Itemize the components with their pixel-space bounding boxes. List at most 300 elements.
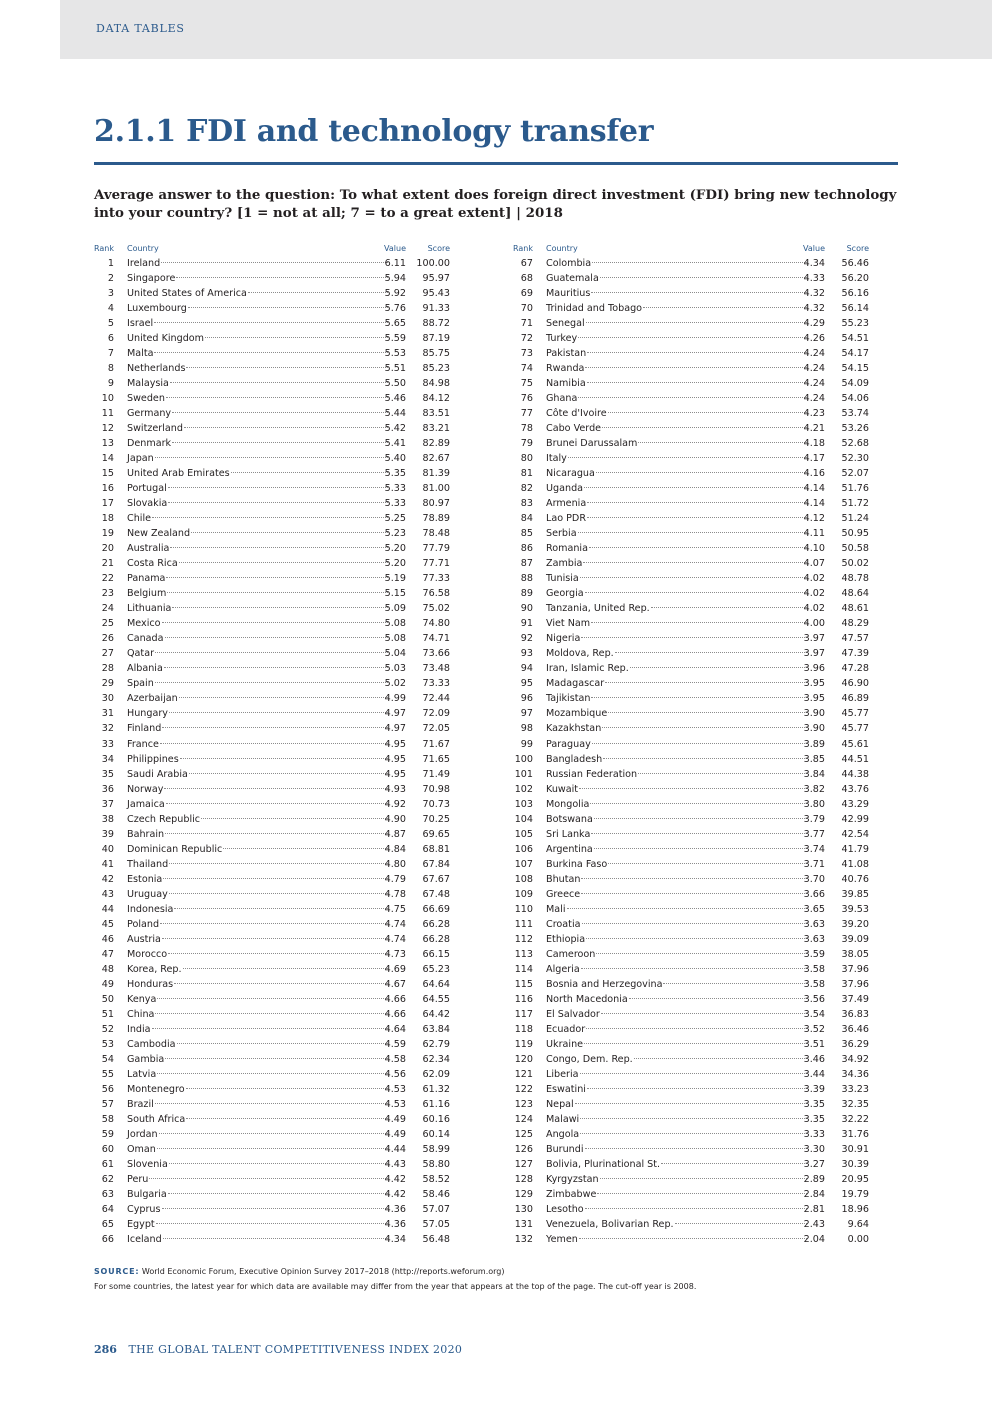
dot-leader: [157, 1148, 388, 1149]
dot-leader: [177, 1043, 388, 1044]
country-name: Iceland: [127, 1234, 162, 1246]
value-header: Value: [384, 244, 406, 253]
rank-cell: 128: [514, 1173, 533, 1185]
score-cell: 41.79: [841, 843, 869, 855]
rank-cell: 103: [514, 798, 533, 810]
rank-cell: 63: [101, 1188, 114, 1200]
dot-leader: [587, 517, 807, 518]
table-row: [513, 346, 869, 361]
score-cell: 50.02: [841, 558, 869, 570]
country-name: New Zealand: [127, 528, 191, 540]
rank-cell: 17: [101, 498, 114, 510]
value-cell: 3.59: [803, 948, 825, 960]
country-name: Angola: [546, 1128, 580, 1140]
country-cell: [546, 511, 808, 526]
rank-cell: 85: [520, 528, 533, 540]
country-name: Oman: [127, 1143, 156, 1155]
country-cell: [127, 316, 389, 331]
table-row: [513, 556, 869, 571]
dot-leader: [156, 1223, 388, 1224]
score-cell: 55.23: [841, 318, 869, 330]
value-cell: 5.02: [384, 678, 406, 690]
rank-cell: 59: [101, 1128, 114, 1140]
table-row: [513, 1202, 869, 1217]
table-row: [94, 947, 450, 962]
country-name: Burundi: [546, 1143, 584, 1155]
rank-cell: 121: [514, 1068, 533, 1080]
country-name: Bahrain: [127, 828, 165, 840]
country-name: Brunei Darussalam: [546, 438, 638, 450]
country-name: Bolivia, Plurinational St.: [546, 1158, 661, 1170]
dot-leader: [168, 953, 388, 954]
table-row: [94, 316, 450, 331]
country-name: Portugal: [127, 483, 167, 495]
country-name: Albania: [127, 663, 163, 675]
score-cell: 81.00: [422, 483, 450, 495]
country-name: Australia: [127, 543, 170, 555]
value-cell: 3.79: [803, 813, 825, 825]
table-row: [94, 872, 450, 887]
country-cell: [127, 857, 389, 872]
value-cell: 4.92: [384, 798, 406, 810]
country-name: Netherlands: [127, 363, 186, 375]
dot-leader: [585, 1208, 807, 1209]
country-cell: [546, 301, 808, 316]
dot-leader: [162, 727, 388, 728]
value-cell: 4.33: [803, 273, 825, 285]
rank-cell: 24: [101, 603, 114, 615]
dot-leader: [591, 292, 807, 293]
dot-leader: [160, 923, 388, 924]
table-row: [94, 721, 450, 736]
value-cell: 3.39: [803, 1083, 825, 1095]
dot-leader: [162, 622, 389, 623]
country-name: Montenegro: [127, 1083, 185, 1095]
country-cell: [127, 451, 389, 466]
value-cell: 5.50: [384, 378, 406, 390]
table-row: [94, 1172, 450, 1187]
country-name: Dominican Republic: [127, 843, 223, 855]
table-row: [94, 631, 450, 646]
rank-cell: 74: [520, 363, 533, 375]
dot-leader: [169, 863, 388, 864]
score-cell: 43.76: [841, 783, 869, 795]
country-name: North Macedonia: [546, 993, 628, 1005]
country-cell: [546, 872, 808, 887]
value-cell: 4.56: [384, 1068, 406, 1080]
value-cell: 4.34: [384, 1234, 406, 1246]
country-name: Costa Rica: [127, 558, 178, 570]
value-cell: 5.46: [384, 393, 406, 405]
score-cell: 73.33: [422, 678, 450, 690]
country-cell: [546, 706, 808, 721]
rank-cell: 5: [107, 318, 114, 330]
country-name: Germany: [127, 408, 172, 420]
country-name: Malawi: [546, 1113, 580, 1125]
score-cell: 81.39: [422, 468, 450, 480]
country-cell: [546, 331, 808, 346]
rank-cell: 54: [101, 1053, 114, 1065]
country-name: Algeria: [546, 963, 580, 975]
score-cell: 39.09: [841, 933, 869, 945]
value-cell: 4.10: [803, 543, 825, 555]
value-cell: 4.16: [803, 468, 825, 480]
country-cell: [546, 661, 808, 676]
rank-cell: 106: [514, 843, 533, 855]
table-row: [94, 526, 450, 541]
value-cell: 2.84: [803, 1188, 825, 1200]
value-cell: 4.02: [803, 573, 825, 585]
value-cell: 4.24: [803, 393, 825, 405]
country-cell: [127, 706, 389, 721]
country-cell: [546, 571, 808, 586]
table-row: [513, 812, 869, 827]
table-row: [94, 1187, 450, 1202]
dot-leader: [581, 878, 807, 879]
country-cell: [127, 346, 389, 361]
country-cell: [127, 691, 389, 706]
country-cell: [127, 406, 389, 421]
country-name: Ukraine: [546, 1038, 584, 1050]
country-cell: [546, 887, 808, 902]
dot-leader: [152, 1028, 388, 1029]
rank-cell: 60: [101, 1143, 114, 1155]
value-cell: 4.67: [384, 978, 406, 990]
rank-cell: 88: [520, 573, 533, 585]
table-row: [513, 902, 869, 917]
table-row: [94, 782, 450, 797]
value-cell: 4.58: [384, 1053, 406, 1065]
table-row: [513, 361, 869, 376]
country-name: United States of America: [127, 288, 247, 300]
country-name: Mexico: [127, 618, 161, 630]
dot-leader: [590, 803, 807, 804]
rank-cell: 116: [514, 993, 533, 1005]
rank-cell: 110: [514, 903, 533, 915]
country-cell: [127, 827, 389, 842]
rank-cell: 48: [101, 963, 114, 975]
value-cell: 3.97: [803, 633, 825, 645]
dot-leader: [167, 592, 388, 593]
dot-leader: [172, 412, 388, 413]
country-cell: [127, 872, 389, 887]
country-name: Georgia: [546, 588, 584, 600]
table-row: [513, 451, 869, 466]
country-name: Serbia: [546, 528, 577, 540]
country-name: Peru: [127, 1173, 149, 1185]
value-cell: 3.27: [803, 1158, 825, 1170]
dot-leader: [600, 277, 807, 278]
country-cell: [127, 421, 389, 436]
dot-leader: [567, 908, 808, 909]
score-cell: 66.15: [422, 948, 450, 960]
score-cell: 48.64: [841, 588, 869, 600]
score-cell: 47.57: [841, 633, 869, 645]
country-cell: [127, 601, 389, 616]
score-cell: 78.89: [422, 513, 450, 525]
country-name: Morocco: [127, 948, 168, 960]
rank-cell: 115: [514, 978, 533, 990]
country-name: Malaysia: [127, 378, 169, 390]
dot-leader: [592, 262, 807, 263]
country-cell: [127, 947, 389, 962]
rank-cell: 31: [101, 708, 114, 720]
dot-leader: [186, 1118, 388, 1119]
score-cell: 77.79: [422, 543, 450, 555]
country-name: Colombia: [546, 258, 592, 269]
dot-leader: [591, 622, 807, 623]
table-row: [94, 1112, 450, 1127]
table-row: [513, 706, 869, 721]
source-text: World Economic Forum, Executive Opinion Survey 2017–2018 (http://reports.weforum.org): [141, 1267, 505, 1276]
country-name: Norway: [127, 783, 164, 795]
score-cell: 34.36: [841, 1068, 869, 1080]
dot-leader: [154, 322, 388, 323]
rank-cell: 50: [101, 993, 114, 1005]
rank-cell: 22: [101, 573, 114, 585]
value-cell: 4.18: [803, 438, 825, 450]
rank-header: Rank: [94, 244, 114, 253]
rank-cell: 99: [520, 738, 533, 750]
value-cell: 3.33: [803, 1128, 825, 1140]
country-cell: [127, 1112, 389, 1127]
value-cell: 5.08: [384, 633, 406, 645]
rank-cell: 38: [101, 813, 114, 825]
value-cell: 3.80: [803, 798, 825, 810]
country-name: Canada: [127, 633, 164, 645]
country-cell: [546, 286, 808, 301]
score-cell: 95.43: [422, 288, 450, 300]
country-name: Bosnia and Herzegovina: [546, 978, 663, 990]
rank-cell: 37: [101, 798, 114, 810]
score-cell: 67.84: [422, 858, 450, 870]
dot-leader: [591, 697, 807, 698]
country-name: Slovenia: [127, 1158, 168, 1170]
rank-cell: 47: [101, 948, 114, 960]
value-cell: 5.42: [384, 423, 406, 435]
dot-leader: [179, 562, 388, 563]
dot-leader: [586, 322, 807, 323]
score-cell: 34.92: [841, 1053, 869, 1065]
table-column-right: [513, 242, 869, 1247]
table-row: [94, 571, 450, 586]
dot-leader: [581, 637, 807, 638]
score-cell: 40.76: [841, 873, 869, 885]
value-cell: 4.53: [384, 1083, 406, 1095]
dot-leader: [160, 743, 388, 744]
rank-cell: 62: [101, 1173, 114, 1185]
table-row: [94, 256, 450, 271]
rank-cell: 46: [101, 933, 114, 945]
value-cell: 3.85: [803, 753, 825, 765]
rank-cell: 55: [101, 1068, 114, 1080]
country-cell: [127, 376, 389, 391]
rank-cell: 71: [520, 318, 533, 330]
country-cell: [127, 887, 389, 902]
dot-leader: [602, 727, 807, 728]
country-name: Estonia: [127, 873, 163, 885]
rank-cell: 25: [101, 618, 114, 630]
rank-cell: 61: [101, 1158, 114, 1170]
value-cell: 4.26: [803, 333, 825, 345]
score-cell: 51.24: [841, 513, 869, 525]
country-cell: [127, 631, 389, 646]
country-name: Guatemala: [546, 273, 599, 285]
score-cell: 48.61: [841, 603, 869, 615]
country-cell: [546, 827, 808, 842]
country-cell: [546, 406, 808, 421]
dot-leader: [601, 1013, 807, 1014]
score-cell: 60.14: [422, 1128, 450, 1140]
dot-leader: [575, 1103, 807, 1104]
value-cell: 4.49: [384, 1113, 406, 1125]
country-cell: [546, 586, 808, 601]
score-cell: 44.38: [841, 768, 869, 780]
country-name: Yemen: [546, 1234, 578, 1246]
rank-cell: 72: [520, 333, 533, 345]
rank-cell: 15: [101, 468, 114, 480]
country-name: Nigeria: [546, 633, 581, 645]
score-cell: 19.79: [841, 1188, 869, 1200]
country-cell: [546, 842, 808, 857]
rank-cell: 129: [514, 1188, 533, 1200]
table-row: [94, 586, 450, 601]
value-cell: 3.90: [803, 708, 825, 720]
value-cell: 4.02: [803, 603, 825, 615]
country-cell: [127, 541, 389, 556]
column-header-row: [513, 242, 869, 256]
country-name: Czech Republic: [127, 813, 201, 825]
dot-leader: [597, 1193, 807, 1194]
table-row: [513, 421, 869, 436]
score-cell: 80.97: [422, 498, 450, 510]
dot-leader: [578, 532, 807, 533]
table-row: [513, 1052, 869, 1067]
score-cell: 62.09: [422, 1068, 450, 1080]
dot-leader: [638, 773, 807, 774]
score-cell: 39.85: [841, 888, 869, 900]
score-cell: 83.21: [422, 423, 450, 435]
country-name: Zambia: [546, 558, 583, 570]
country-cell: [546, 962, 808, 977]
rank-cell: 117: [514, 1008, 533, 1020]
rank-cell: 122: [514, 1083, 533, 1095]
table-row: [513, 1187, 869, 1202]
rank-cell: 73: [520, 348, 533, 360]
rank-cell: 131: [514, 1219, 533, 1230]
value-cell: 3.65: [803, 903, 825, 915]
dot-leader: [168, 502, 388, 503]
rank-cell: 53: [101, 1038, 114, 1050]
table-row: [513, 1142, 869, 1157]
country-name: Switzerland: [127, 423, 183, 435]
score-cell: 54.17: [841, 348, 869, 360]
rank-cell: 105: [514, 828, 533, 840]
country-name: France: [127, 738, 159, 750]
rank-cell: 93: [520, 648, 533, 660]
dot-leader: [166, 577, 388, 578]
dot-leader: [663, 983, 807, 984]
country-cell: [127, 481, 389, 496]
table-row: [94, 752, 450, 767]
rank-cell: 11: [101, 408, 114, 420]
rank-cell: 8: [107, 363, 114, 375]
rank-cell: 41: [101, 858, 114, 870]
value-cell: 3.82: [803, 783, 825, 795]
value-cell: 4.97: [384, 723, 406, 735]
table-row: [94, 391, 450, 406]
value-cell: 4.90: [384, 813, 406, 825]
country-name: Argentina: [546, 843, 593, 855]
dot-leader: [170, 382, 388, 383]
country-name: Poland: [127, 918, 160, 930]
country-cell: [127, 571, 389, 586]
table-row: [94, 676, 450, 691]
rank-cell: 43: [101, 888, 114, 900]
value-cell: 5.92: [384, 288, 406, 300]
country-cell: [546, 1187, 808, 1202]
rank-cell: 13: [101, 438, 114, 450]
value-cell: 3.90: [803, 723, 825, 735]
footer-notes: [94, 1265, 914, 1294]
country-name: Russian Federation: [546, 768, 638, 780]
table-row: [513, 511, 869, 526]
dot-leader: [168, 487, 388, 488]
country-cell: [127, 842, 389, 857]
table-row: [94, 436, 450, 451]
dot-leader: [578, 397, 807, 398]
table-row: [94, 932, 450, 947]
rank-cell: 18: [101, 513, 114, 525]
country-cell: [127, 932, 389, 947]
score-cell: 44.51: [841, 753, 869, 765]
country-name: Belgium: [127, 588, 167, 600]
country-name: Namibia: [546, 378, 586, 390]
score-cell: 84.98: [422, 378, 450, 390]
country-cell: [546, 767, 808, 782]
rank-cell: 28: [101, 663, 114, 675]
country-name: Korea, Rep.: [127, 963, 182, 975]
country-cell: [546, 526, 808, 541]
country-cell: [546, 436, 808, 451]
table-row: [94, 286, 450, 301]
value-header: Value: [803, 244, 825, 253]
rank-cell: 16: [101, 483, 114, 495]
rank-cell: 100: [514, 753, 533, 765]
score-cell: 33.23: [841, 1083, 869, 1095]
value-cell: 4.23: [803, 408, 825, 420]
score-cell: 37.49: [841, 993, 869, 1005]
country-name: Tajikistan: [546, 693, 591, 705]
score-cell: 46.89: [841, 693, 869, 705]
score-cell: 84.12: [422, 393, 450, 405]
value-cell: 3.71: [803, 858, 825, 870]
country-name: Mali: [546, 903, 566, 915]
value-cell: 4.36: [384, 1203, 406, 1215]
table-row: [94, 1142, 450, 1157]
rank-cell: 127: [514, 1158, 533, 1170]
value-cell: 4.84: [384, 843, 406, 855]
dot-leader: [596, 953, 807, 954]
rank-cell: 86: [520, 543, 533, 555]
table-row: [94, 992, 450, 1007]
score-cell: 50.58: [841, 543, 869, 555]
country-name: Cameroon: [546, 948, 596, 960]
table-row: [513, 406, 869, 421]
value-cell: 2.81: [803, 1203, 825, 1215]
rank-cell: 81: [520, 468, 533, 480]
dot-leader: [591, 833, 807, 834]
